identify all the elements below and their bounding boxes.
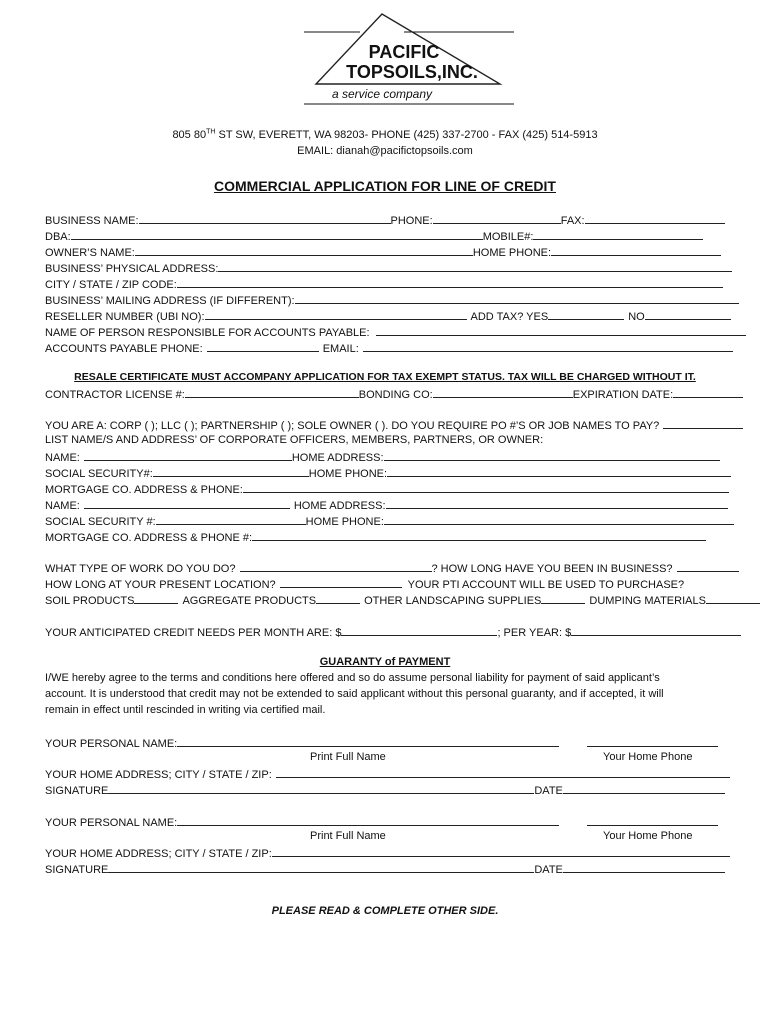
footer-note: PLEASE READ & COMPLETE OTHER SIDE. bbox=[271, 905, 499, 917]
guaranty-text-line1: I/WE hereby agree to the terms and conditions here offered and so do assume personal liability for payment of said applicant’s bbox=[45, 672, 660, 684]
guarantor2-address-label: YOUR HOME ADDRESS; CITY / STATE / ZIP: bbox=[45, 848, 272, 860]
guarantor2-name-label: YOUR PERSONAL NAME: bbox=[45, 817, 178, 829]
ap-person-label: NAME OF PERSON RESPONSIBLE FOR ACCOUNTS PAYABLE: bbox=[45, 327, 370, 339]
physical-address-label: BUSINESS’ PHYSICAL ADDRESS: bbox=[45, 263, 219, 275]
soil-products-field[interactable] bbox=[134, 592, 178, 604]
officer2-mortgage-field[interactable] bbox=[252, 529, 706, 541]
officer2-mortgage-label: MORTGAGE CO. ADDRESS & PHONE #: bbox=[45, 532, 253, 544]
owners-name-label: OWNER’S NAME: bbox=[45, 247, 135, 259]
guarantor2-home-phone-caption: Your Home Phone bbox=[603, 830, 693, 842]
add-tax-yes-label: ADD TAX? YES bbox=[470, 311, 549, 323]
officer1-home-phone-label: HOME PHONE: bbox=[308, 468, 388, 480]
officer1-ssn-label: SOCIAL SECURITY#: bbox=[45, 468, 153, 480]
entity-type-label: YOU ARE A: CORP ( ); LLC ( ); PARTNERSHIP ( ); SOLE OWNER ( ). DO YOU REQUIRE PO #’S OR JOB NAMES TO PAY? bbox=[45, 420, 660, 432]
ap-email-label: EMAIL: bbox=[322, 343, 359, 355]
officer2-name-label: NAME: bbox=[45, 500, 80, 512]
dba-label: DBA: bbox=[45, 231, 71, 243]
years-at-location-field[interactable] bbox=[280, 576, 402, 588]
company-logo bbox=[300, 12, 516, 108]
fax-label: FAX: bbox=[560, 215, 585, 227]
guarantor1-signature-label: SIGNATURE bbox=[45, 785, 109, 797]
guaranty-heading: GUARANTY of PAYMENT bbox=[319, 656, 451, 668]
guarantor2-print-name-caption: Print Full Name bbox=[310, 830, 386, 842]
credit-per-month-field[interactable] bbox=[341, 624, 497, 636]
landscaping-supplies-label: OTHER LANDSCAPING SUPPLIES bbox=[364, 595, 542, 607]
officer2-home-address-field[interactable] bbox=[386, 497, 728, 509]
officer1-ssn-field[interactable] bbox=[153, 465, 309, 477]
page-title: COMMERCIAL APPLICATION FOR LINE OF CREDIT bbox=[214, 178, 556, 194]
guarantor2-phone-field[interactable] bbox=[587, 814, 718, 826]
bonding-label: BONDING CO: bbox=[358, 389, 433, 401]
company-address: 805 80TH ST SW, EVERETT, WA 98203- PHONE (425) 337-2700 - FAX (425) 514-5913 bbox=[172, 128, 598, 141]
credit-per-year-field[interactable] bbox=[571, 624, 741, 636]
years-in-business-field[interactable] bbox=[677, 560, 739, 572]
expiration-label: EXPIRATION DATE: bbox=[572, 389, 674, 401]
guarantor1-name-label: YOUR PERSONAL NAME: bbox=[45, 738, 178, 750]
officer2-ssn-label: SOCIAL SECURITY #: bbox=[45, 516, 156, 528]
guarantor2-date-label: DATE bbox=[534, 864, 563, 876]
mobile-label: MOBILE#: bbox=[482, 231, 534, 243]
landscaping-supplies-field[interactable] bbox=[541, 592, 585, 604]
guarantor1-phone-field[interactable] bbox=[587, 735, 718, 747]
logo-name-line2: TOPSOILS,INC. bbox=[346, 62, 478, 82]
pti-account-label: YOUR PTI ACCOUNT WILL BE USED TO PURCHASE? bbox=[407, 579, 685, 591]
years-at-location-label: HOW LONG AT YOUR PRESENT LOCATION? bbox=[45, 579, 276, 591]
business-name-label: BUSINESS NAME: bbox=[45, 215, 139, 227]
guarantor1-name-field[interactable] bbox=[177, 735, 559, 747]
reseller-label: RESELLER NUMBER (UBI NO): bbox=[45, 311, 205, 323]
guarantor1-print-name-caption: Print Full Name bbox=[310, 751, 386, 763]
type-of-work-label: WHAT TYPE OF WORK DO YOU DO? bbox=[45, 563, 236, 575]
guarantor2-date-field[interactable] bbox=[563, 861, 725, 873]
years-in-business-label: ? HOW LONG HAVE YOU BEEN IN BUSINESS? bbox=[431, 563, 673, 575]
dba-field[interactable] bbox=[71, 228, 483, 240]
business-name-field[interactable] bbox=[139, 212, 391, 224]
guarantor1-date-label: DATE bbox=[534, 785, 563, 797]
guarantor2-name-field[interactable] bbox=[177, 814, 559, 826]
dumping-materials-label: DUMPING MATERIALS bbox=[589, 595, 706, 607]
resale-notice: RESALE CERTIFICATE MUST ACCOMPANY APPLICATION FOR TAX EXEMPT STATUS. TAX WILL BE CHARGED WITHOUT IT. bbox=[74, 371, 696, 383]
po-required-field[interactable] bbox=[663, 417, 743, 429]
owner-home-phone-field[interactable] bbox=[551, 244, 721, 256]
logo-name-line1: PACIFIC bbox=[368, 42, 440, 62]
ap-phone-field[interactable] bbox=[207, 340, 319, 352]
officer1-home-address-label: HOME ADDRESS: bbox=[291, 452, 384, 464]
guaranty-text-line3: remain in effect until rescinded in writing via certified mail. bbox=[45, 704, 326, 716]
add-tax-no-label: NO bbox=[628, 311, 645, 323]
officer2-name-field[interactable] bbox=[84, 497, 290, 509]
reseller-field[interactable] bbox=[205, 308, 467, 320]
expiration-field[interactable] bbox=[673, 386, 743, 398]
officer2-ssn-field[interactable] bbox=[156, 513, 306, 525]
city-state-zip-label: CITY / STATE / ZIP CODE: bbox=[45, 279, 177, 291]
guarantor1-home-phone-caption: Your Home Phone bbox=[603, 751, 693, 763]
fax-field[interactable] bbox=[585, 212, 725, 224]
physical-address-field[interactable] bbox=[218, 260, 732, 272]
guarantor1-address-label: YOUR HOME ADDRESS; CITY / STATE / ZIP: bbox=[45, 769, 272, 781]
company-email: EMAIL: dianah@pacifictopsoils.com bbox=[297, 145, 473, 157]
guarantor1-signature-field[interactable] bbox=[108, 782, 534, 794]
aggregate-products-label: AGGREGATE PRODUCTS bbox=[182, 595, 317, 607]
guarantor2-address-field[interactable] bbox=[272, 845, 730, 857]
dumping-materials-field[interactable] bbox=[706, 592, 760, 604]
type-of-work-field[interactable] bbox=[240, 560, 432, 572]
officer1-name-field[interactable] bbox=[84, 449, 292, 461]
credit-per-month-label: YOUR ANTICIPATED CREDIT NEEDS PER MONTH ARE: $ bbox=[45, 627, 342, 639]
officer1-mortgage-label: MORTGAGE CO. ADDRESS & PHONE: bbox=[45, 484, 243, 496]
credit-per-year-label: ; PER YEAR: $ bbox=[497, 627, 572, 639]
officer1-name-label: NAME: bbox=[45, 452, 80, 464]
officer1-home-address-field[interactable] bbox=[384, 449, 720, 461]
owners-name-field[interactable] bbox=[135, 244, 473, 256]
ap-phone-label: ACCOUNTS PAYABLE PHONE: bbox=[45, 343, 203, 355]
officers-instruction: LIST NAME/S AND ADDRESS’ OF CORPORATE OFFICERS, MEMBERS, PARTNERS, OR OWNER: bbox=[45, 434, 544, 446]
guarantor1-date-field[interactable] bbox=[563, 782, 725, 794]
logo-tagline: a service company bbox=[331, 87, 433, 101]
bonding-field[interactable] bbox=[433, 386, 573, 398]
ap-person-field[interactable] bbox=[376, 324, 746, 336]
officer1-home-phone-field[interactable] bbox=[387, 465, 731, 477]
guaranty-text-line2: account. It is understood that credit may not be extended to said applicant without this personal guaranty, and if accepted, it will bbox=[45, 688, 664, 700]
add-tax-yes-field[interactable] bbox=[548, 308, 624, 320]
guarantor2-signature-field[interactable] bbox=[108, 861, 534, 873]
contractor-license-label: CONTRACTOR LICENSE #: bbox=[45, 389, 185, 401]
soil-products-label: SOIL PRODUCTS bbox=[45, 595, 135, 607]
phone-label: PHONE: bbox=[390, 215, 433, 227]
officer2-home-phone-label: HOME PHONE: bbox=[305, 516, 384, 528]
guarantor1-address-field[interactable] bbox=[276, 766, 730, 778]
aggregate-products-field[interactable] bbox=[316, 592, 360, 604]
guarantor2-signature-label: SIGNATURE bbox=[45, 864, 109, 876]
officer2-home-address-label: HOME ADDRESS: bbox=[293, 500, 386, 512]
owner-home-phone-label: HOME PHONE: bbox=[472, 247, 552, 259]
mailing-address-field[interactable] bbox=[295, 292, 739, 304]
phone-field[interactable] bbox=[433, 212, 561, 224]
city-state-zip-field[interactable] bbox=[177, 276, 723, 288]
mailing-address-label: BUSINESS’ MAILING ADDRESS (IF DIFFERENT): bbox=[45, 295, 295, 307]
officer2-home-phone-field[interactable] bbox=[384, 513, 734, 525]
mobile-field[interactable] bbox=[533, 228, 703, 240]
add-tax-no-field[interactable] bbox=[645, 308, 731, 320]
contractor-license-field[interactable] bbox=[185, 386, 359, 398]
ap-email-field[interactable] bbox=[363, 340, 733, 352]
officer1-mortgage-field[interactable] bbox=[243, 481, 729, 493]
